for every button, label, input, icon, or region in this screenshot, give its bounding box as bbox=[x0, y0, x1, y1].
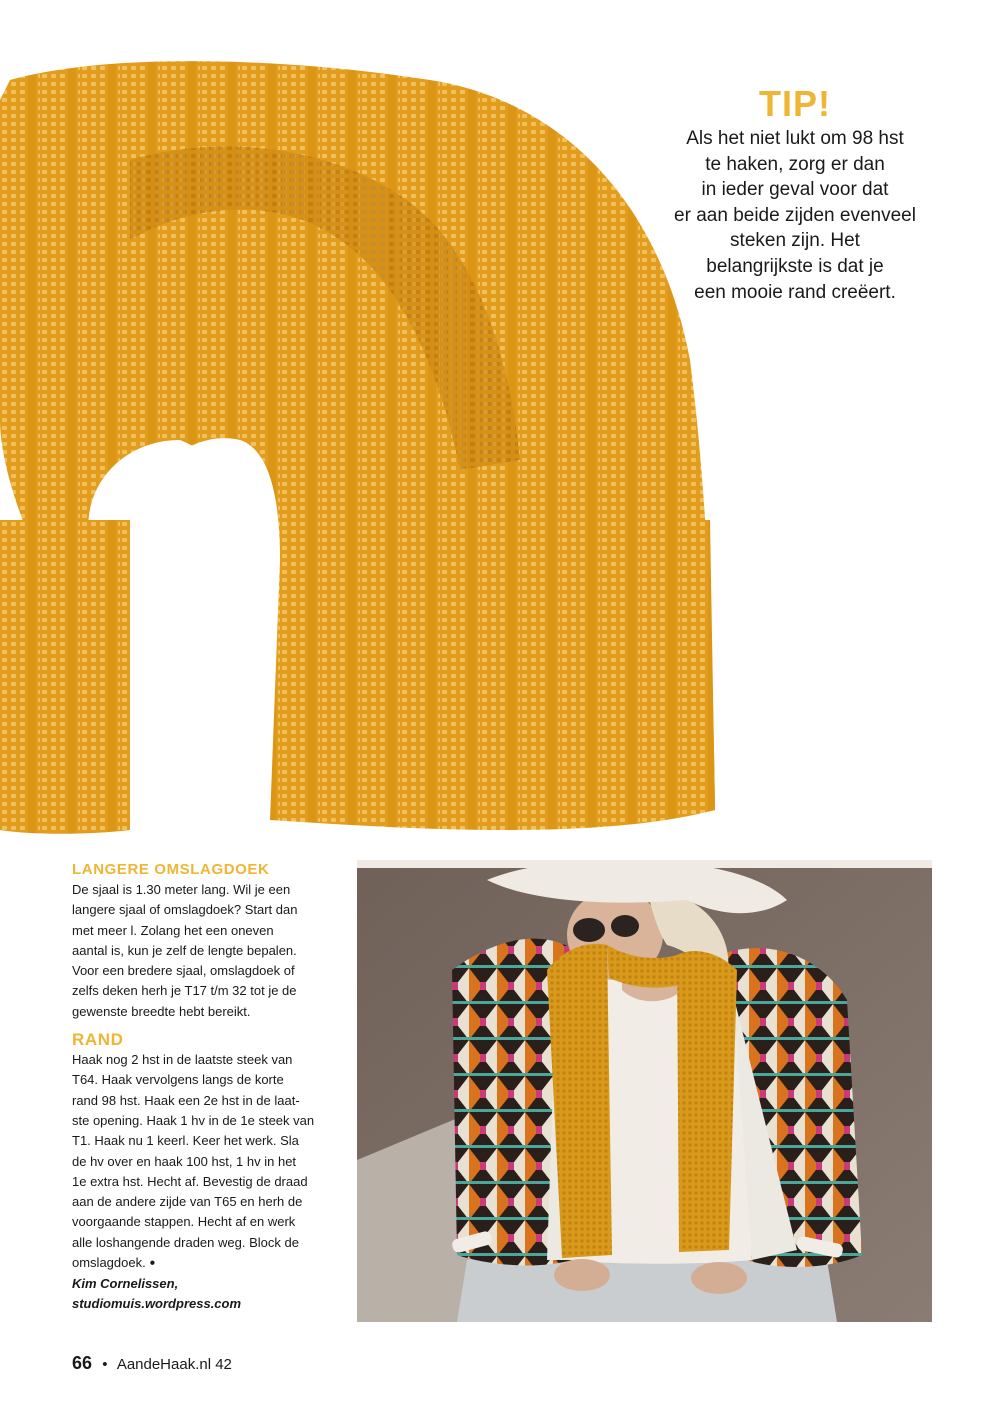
text-line: aantal is, kun je zelf de lengte bepalen. bbox=[72, 942, 297, 958]
tip-line: in ieder geval voor dat bbox=[701, 179, 889, 201]
instructions-column bbox=[72, 860, 348, 1314]
tip-line: er aan beide zijden evenveel bbox=[674, 204, 916, 226]
author-website[interactable]: studiomuis.wordpress.com bbox=[72, 1296, 242, 1312]
tip-heading: TIP! bbox=[759, 83, 831, 124]
tip-box bbox=[650, 84, 940, 305]
tip-line: steken zijn. Het bbox=[730, 230, 860, 252]
text-line: Voor een bredere sjaal, omslagdoek of bbox=[72, 963, 295, 979]
text-line: 1e extra hst. Hecht af. Bevestig de draad bbox=[72, 1173, 308, 1189]
text-line: T1. Haak nu 1 keerl. Keer het werk. Sla bbox=[72, 1133, 299, 1149]
model-photo bbox=[357, 860, 932, 1322]
text-line: Haak nog 2 hst in de laatste steek van bbox=[72, 1052, 293, 1068]
text-line: aan de andere zijde van T65 en herh de bbox=[72, 1194, 303, 1210]
page-footer bbox=[72, 1352, 232, 1376]
langere-omslagdoek-text bbox=[72, 880, 348, 1022]
text-line: met meer l. Zolang het een oneven bbox=[72, 922, 274, 938]
tip-line: Als het niet lukt om 98 hst bbox=[686, 128, 904, 149]
scarf-photo bbox=[0, 40, 720, 840]
text-line: rand 98 hst. Haak een 2e hst in de laat- bbox=[72, 1092, 300, 1108]
footer-separator: • bbox=[102, 1356, 108, 1373]
text-line bbox=[72, 1253, 348, 1274]
tip-line: belangrijkste is dat je bbox=[706, 255, 884, 277]
author-credit bbox=[72, 1274, 348, 1315]
rand-heading: RAND bbox=[72, 1030, 124, 1050]
model-illustration bbox=[357, 860, 932, 1322]
tip-line: te haken, zorg er dan bbox=[705, 153, 885, 175]
text-line: ste opening. Haak 1 hv in de 1e steek van bbox=[72, 1112, 315, 1128]
text-line: gewenste breedte hebt bereikt. bbox=[72, 1003, 251, 1019]
text-line: de hv over en haak 100 hst, 1 hv in het bbox=[72, 1153, 297, 1169]
page-number: 66 bbox=[72, 1353, 93, 1373]
text-line: De sjaal is 1.30 meter lang. Wil je een bbox=[72, 882, 291, 897]
tip-line: een mooie rand creëert. bbox=[694, 281, 896, 303]
rand-text bbox=[72, 1050, 348, 1274]
publication-name: AandeHaak.nl 42 bbox=[116, 1356, 232, 1373]
text-line: T64. Haak vervolgens langs de korte bbox=[72, 1072, 284, 1088]
scarf-illustration bbox=[0, 40, 720, 840]
text-line: alle loshangende draden weg. Block de bbox=[72, 1234, 299, 1250]
last-line: omslagdoek. bbox=[72, 1255, 146, 1271]
text-line: langere sjaal of omslagdoek? Start dan bbox=[72, 902, 298, 918]
text-line: voorgaande stappen. Hecht af en werk bbox=[72, 1214, 296, 1230]
tip-text bbox=[650, 126, 940, 305]
end-mark-icon: ● bbox=[149, 1257, 156, 1269]
langere-omslagdoek-heading: LANGERE OMSLAGDOEK bbox=[72, 861, 270, 878]
author-name: Kim Cornelissen, bbox=[72, 1275, 179, 1291]
text-line: zelfs deken herh je T17 t/m 32 tot je de bbox=[72, 983, 297, 999]
